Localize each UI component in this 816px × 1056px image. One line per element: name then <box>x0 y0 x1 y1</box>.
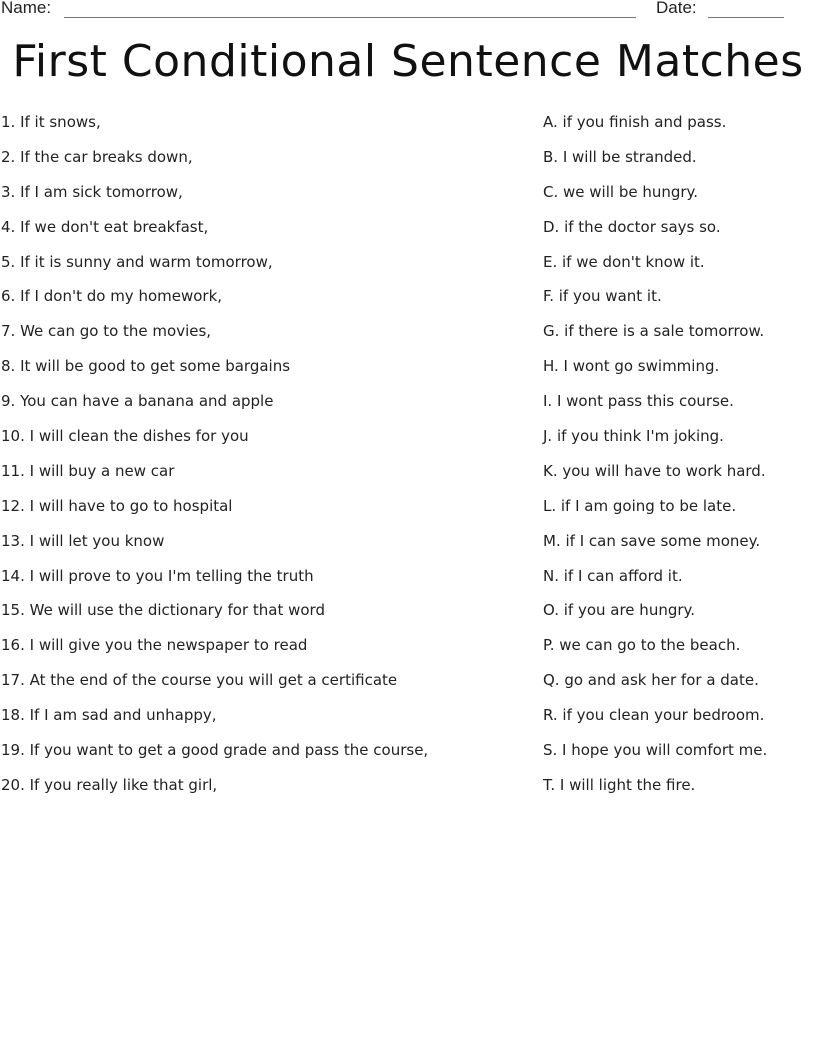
sentence-ending-item: K. you will have to work hard. <box>543 461 766 480</box>
sentence-ending-item: J. if you think I'm joking. <box>543 427 724 446</box>
sentence-ending-item: E. if we don't know it. <box>543 252 705 271</box>
sentence-ending-item: F. if you want it. <box>543 287 662 306</box>
sentence-beginning-item: 18. If I am sad and unhappy, <box>1 706 217 725</box>
sentence-beginning-item: 8. It will be good to get some bargains <box>1 357 291 376</box>
sentence-beginning-item: 10. I will clean the dishes for you <box>1 427 249 446</box>
name-label: Name: <box>1 0 52 17</box>
sentence-ending-item: T. I will light the fire. <box>543 775 696 794</box>
sentence-ending-item: M. if I can save some money. <box>543 531 761 550</box>
sentence-ending-item: S. I hope you will comfort me. <box>543 741 768 760</box>
sentence-beginning-item: 17. At the end of the course you will get a certificate <box>1 671 398 690</box>
sentence-ending-item: A. if you finish and pass. <box>543 113 727 131</box>
sentence-beginning-item: 3. If I am sick tomorrow, <box>1 182 183 201</box>
sentence-ending-item: C. we will be hungry. <box>543 182 699 201</box>
sentence-beginning-item: 2. If the car breaks down, <box>1 147 193 166</box>
worksheet-header <box>0 0 816 24</box>
sentence-beginning-item: 9. You can have a banana and apple <box>1 392 274 411</box>
sentence-beginning-item: 15. We will use the dictionary for that word <box>1 601 325 620</box>
sentence-beginning-item: 12. I will have to go to hospital <box>1 496 233 515</box>
sentence-ending-item: P. we can go to the beach. <box>543 636 741 655</box>
sentence-ending-item: I. I wont pass this course. <box>543 392 734 411</box>
sentence-beginning-item: 1. If it snows, <box>1 113 101 131</box>
sentence-beginning-item: 13. I will let you know <box>1 531 165 550</box>
sentence-beginning-item: 14. I will prove to you I'm telling the truth <box>1 566 314 585</box>
sentence-beginning-item: 5. If it is sunny and warm tomorrow, <box>1 252 273 271</box>
sentence-beginning-item: 11. I will buy a new car <box>1 461 175 480</box>
sentence-ending-item: D. if the doctor says so. <box>543 217 721 236</box>
sentence-beginning-item: 19. If you want to get a good grade and pass the course, <box>1 741 429 760</box>
sentence-endings-list <box>543 105 813 803</box>
sentence-ending-item: B. I will be stranded. <box>543 147 697 166</box>
sentence-ending-item: H. I wont go swimming. <box>543 357 720 376</box>
sentence-beginnings-list <box>1 105 521 803</box>
sentence-ending-item: R. if you clean your bedroom. <box>543 706 765 725</box>
sentence-beginning-item: 6. If I don't do my homework, <box>1 287 223 306</box>
sentence-beginning-item: 4. If we don't eat breakfast, <box>1 217 209 236</box>
date-label: Date: <box>656 0 697 17</box>
sentence-beginning-item: 16. I will give you the newspaper to read <box>1 636 308 655</box>
sentence-beginning-item: 20. If you really like that girl, <box>1 775 218 794</box>
worksheet-title: First Conditional Sentence Matches <box>12 36 804 87</box>
date-blank-line[interactable] <box>708 17 784 18</box>
sentence-ending-item: G. if there is a sale tomorrow. <box>543 322 765 341</box>
sentence-ending-item: L. if I am going to be late. <box>543 496 737 515</box>
sentence-ending-item: O. if you are hungry. <box>543 601 696 620</box>
name-blank-line[interactable] <box>64 17 636 18</box>
sentence-ending-item: Q. go and ask her for a date. <box>543 671 759 690</box>
sentence-ending-item: N. if I can afford it. <box>543 566 683 585</box>
sentence-beginning-item: 7. We can go to the movies, <box>1 322 212 341</box>
